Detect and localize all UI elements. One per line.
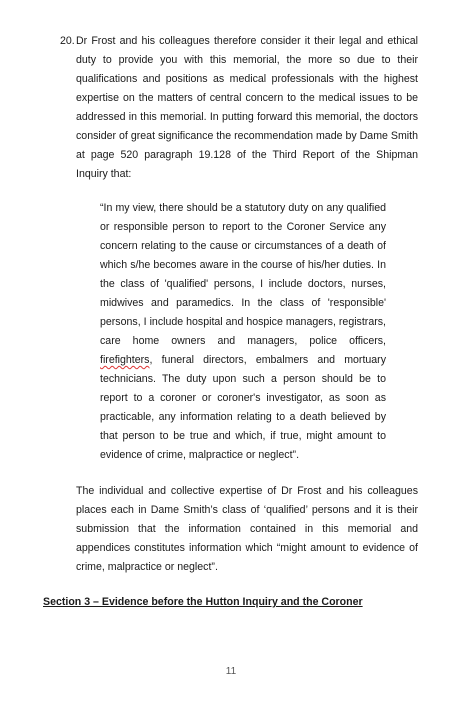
- quote-text-after: , funeral directors, embalmers and mortuary technicians. The duty upon such a person should be to report to a coroner or coroner's investigator, as soon as practicable, any information relating to a death believed by that person to be true and which, if true, might amount to evidence of crime, malpractice or neglect”.: [100, 354, 386, 461]
- paragraph-20-text: Dr Frost and his colleagues therefore consider it their legal and ethical duty to provide you with this memorial, the more so due to their qualifications and positions as medical professionals with the highest expertise on the matters of central concern to the medical issues to be addressed in this memorial. In putting forward this memorial, the doctors consider of great significance the recommendation made by Dame Smith at page 520 paragraph 19.128 of the Third Report of the Shipman Inquiry that:: [76, 35, 418, 180]
- paragraph-20: [60, 32, 418, 184]
- inquiry-quotation: [100, 199, 386, 465]
- quote-text-before: “In my view, there should be a statutory duty on any qualified or responsible person to report to the Coroner Service any concern relating to the cause or circumstances of a death of which s/he becomes aware in the course of his/her duties. In the class of 'qualified' persons, I include doctors, nurses, midwives and paramedics. In the class of 'responsible' persons, I include hospital and hospice managers, registrars, care home owners and managers, police officers,: [100, 202, 386, 347]
- page-number: 11: [225, 666, 237, 677]
- spellcheck-flagged-word: firefighters: [100, 354, 150, 366]
- paragraph-number: 20.: [60, 35, 75, 47]
- section-heading: Section 3 – Evidence before the Hutton Inquiry and the Coroner: [43, 596, 363, 608]
- closing-paragraph: The individual and collective expertise of Dr Frost and his colleagues places each in Dame Smith’s class of ‘qualified’ persons and it is their submission that the information contained in this memorial and appendices constitutes information which “might amount to evidence of crime, malpractice or neglect”.: [76, 485, 418, 573]
